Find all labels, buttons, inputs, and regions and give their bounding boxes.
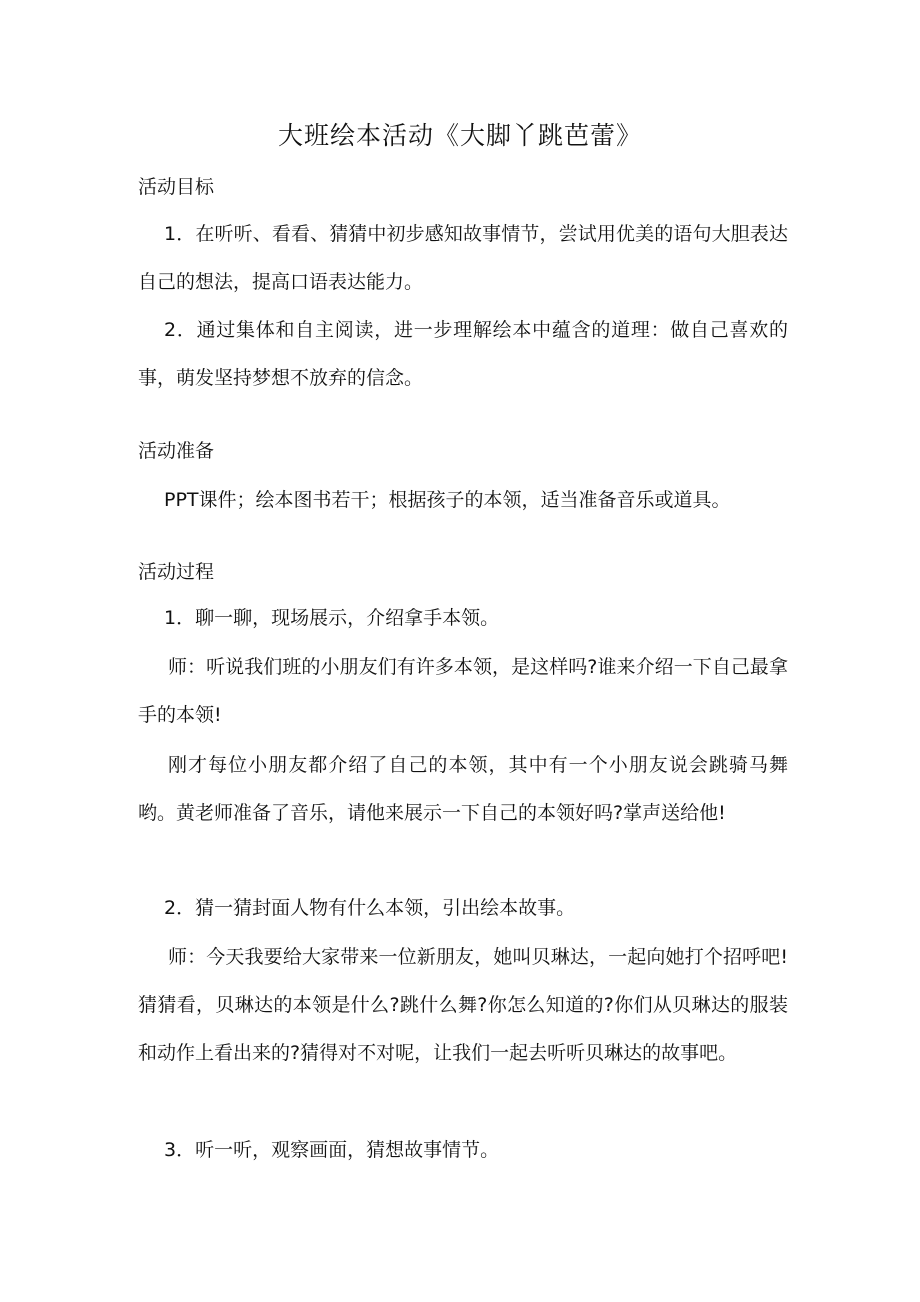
goal-item-2: 2．通过集体和自主阅读，进一步理解绘本中蕴含的道理：做自己喜欢的事，萌发坚持梦想不放弃的信念。 <box>138 319 788 389</box>
section-heading-goals: 活动目标 <box>138 176 215 198</box>
section-heading-preparation: 活动准备 <box>138 440 215 462</box>
process-paragraph-1: 1．聊一聊，现场展示，介绍拿手本领。 <box>164 607 500 629</box>
document-title: 大班绘本活动《大脚丫跳芭蕾》 <box>277 121 642 150</box>
preparation-text: PPT课件；绘本图书若干；根据孩子的本领，适当准备音乐或道具。 <box>164 489 731 511</box>
process-paragraph-5: 师：今天我要给大家带来一位新朋友，她叫贝琳达，一起向她打个招呼吧!猜猜看，贝琳达的本领是什么?跳什么舞?你怎么知道的?你们从贝琳达的服装和动作上看出来的?猜得对不对呢，让我们一起去听听贝琳达的故事吧。 <box>138 946 788 1064</box>
process-paragraph-2: 师：听说我们班的小朋友们有许多本领，是这样吗?谁来介绍一下自己最拿手的本领! <box>138 656 788 726</box>
process-paragraph-4: 2．猜一猜封面人物有什么本领，引出绘本故事。 <box>164 897 576 919</box>
process-paragraph-6: 3．听一听，观察画面，猜想故事情节。 <box>164 1139 500 1161</box>
goal-item-1: 1．在听听、看看、猜猜中初步感知故事情节，尝试用优美的语句大胆表达自己的想法，提高口语表达能力。 <box>138 223 788 293</box>
process-paragraph-3: 刚才每位小朋友都介绍了自己的本领，其中有一个小朋友说会跳骑马舞哟。黄老师准备了音乐，请他来展示一下自己的本领好吗?掌声送给他! <box>138 754 788 824</box>
section-heading-process: 活动过程 <box>138 561 215 583</box>
